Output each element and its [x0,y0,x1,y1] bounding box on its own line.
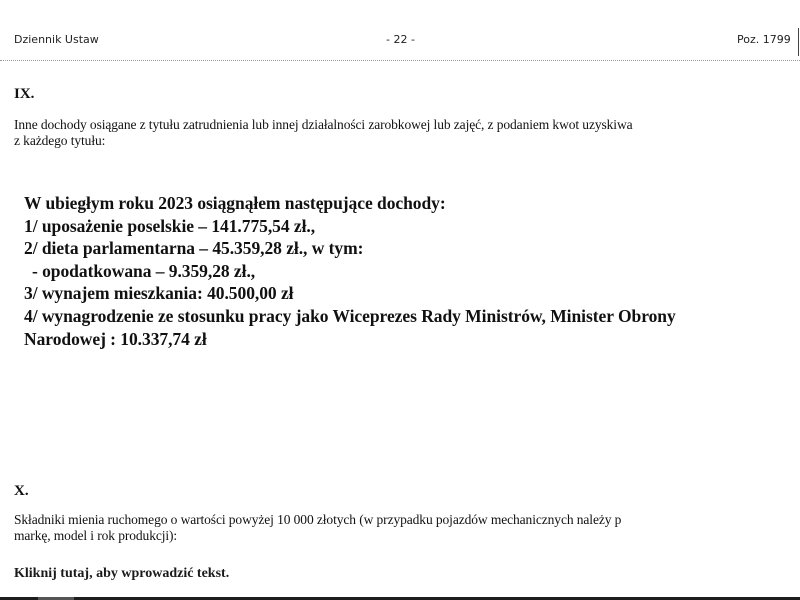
section-x-title: X. [14,483,29,499]
page-number: - 22 - [386,33,415,46]
section-ix-answer[interactable] [24,192,676,350]
position-number: Poz. 1799 [737,33,791,46]
section-ix-description-line2: z każdego tytułu: [14,133,106,148]
answer-item-3: 3/ wynajem mieszkania: 40.500,00 zł [24,283,294,304]
answer-item-4-cont: Narodowej : 10.337,74 zł [24,328,207,349]
section-ix-title: IX. [14,86,35,102]
section-x-description-line1: Składniki mienia ruchomego o wartości powyżej 10 000 złotych (w przypadku pojazdów mechanicznych należy p [14,512,622,527]
section-ix-description-line1: Inne dochody osiągane z tytułu zatrudnienia lub innej działalności zarobkowej lub zajęć, z podaniem kwot uzyskiwa [14,117,633,132]
answer-item-1: 1/ uposażenie poselskie – 141.775,54 zł., [24,215,316,236]
answer-item-2-sub: - opodatkowana – 9.359,28 zł., [32,260,256,281]
answer-intro: W ubiegłym roku 2023 osiągnąłem następujące dochody: [24,193,446,213]
journal-name: Dziennik Ustaw [14,33,99,46]
answer-item-4: 4/ wynagrodzenie ze stosunku pracy jako Wiceprezes Rady Ministrów, Minister Obrony [24,305,676,326]
section-x-description-line2: markę, model i rok produkcji): [14,528,178,543]
answer-item-2: 2/ dieta parlamentarna – 45.359,28 zł., w tym: [24,238,364,259]
page-edge-line [798,28,799,56]
header-divider [0,60,800,61]
section-x-input-placeholder[interactable]: Kliknij tutaj, aby wprowadzić tekst. [14,566,230,581]
